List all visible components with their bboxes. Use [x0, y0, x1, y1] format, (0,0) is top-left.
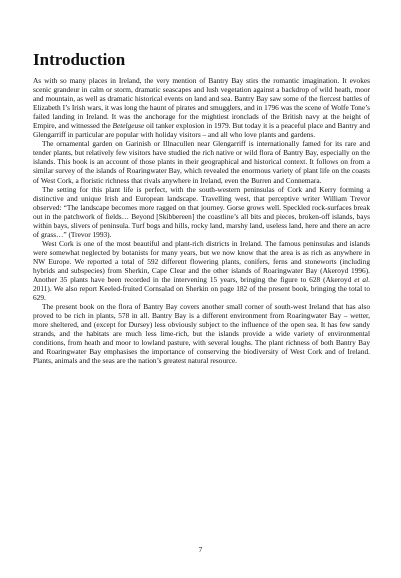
paragraph — [33, 302, 370, 365]
page-title: Introduction — [33, 50, 126, 69]
paragraph — [33, 76, 370, 139]
text-run: The setting for this plant life is perfect, with the south-western peninsulas of Cork and Kerry forming a distinctive and unique Irish and European landscape. Travelling west, that perceptive writer William Trevor observed: “The landscape becomes more ragged on that journey. Gorse grows well. Speckled rock-surfaces break out in the patchwork of fields… Beyond [Skibbereen] the coastline’s all bits and pieces, broken-off islands, bays within bays, slivers of peninsula. Turf bogs and hills, rocky land, marshy land, useless land, here and there an acre of grass…” (Trevor 1993). — [33, 184, 370, 239]
body-text — [33, 76, 370, 366]
paragraph — [33, 239, 370, 302]
text-run: As with so many places in Ireland, the very mention of Bantry Bay stirs the romantic imagination. It evokes scenic grandeur in calm or storm, dramatic seascapes and lush vegetation against a backdrop of wild heath, moor and mountain, as well as dramatic historical events on land and sea. Bantry Bay saw some of the fiercest battles of Elizabeth I’s Irish wars, it was long the haunt of pirates and smugglers, and in 1796 was the scene of Wolfe Tone’s failed landing in Ireland. It was the anchorage for the mightiest ironclads of the British navy at the height of Empire, and witnessed the — [33, 76, 370, 131]
page-content — [33, 50, 370, 366]
text-run: West Cork is one of the most beautiful and plant-rich districts in Ireland. The famous peninsulas and islands were somewhat neglected by botanists for many years, but we now know that the area is as rich as anywhere in NW Europe. We reported a total of 592 different flowering plants, conifers, ferns and stoneworts (including hybrids and subspecies) from Sherkin, Cape Clear and the other islands of Roaringwater Bay (Akeroyd 1996). Another 35 plants have been recorded in the intervening 15 years, bringing the figure to 628 (Akeroyd — [33, 238, 370, 285]
paragraph — [33, 139, 370, 184]
italic-text: et al — [354, 275, 369, 285]
text-run: The ornamental garden on Garinish or Illnacullen near Glengarriff is internationally famed for its rare and tender plants, but relatively few visitors have studied the rich native or wild flora of Bantry Bay, especially on the islands. This book is an account of those plants in their geographical and historical context. It follows on from a similar survey of the islands of Roaringwater Bay, which revealed the enormous variety of plant life on the coasts of West Cork, a floristic richness that rivals anywhere in Ireland, even the Burren and Connemara. — [33, 139, 370, 185]
text-run: oil tanker explosion in 1979. But today it is a peaceful place and Bantry and Glengarriff in particular are popular with holiday visitors – and all who love plants and gardens. — [33, 121, 370, 140]
text-run: . 2011). We also report Keeled-fruited Cornsalad on Sherkin on page 182 of the present book, bringing the total to 629. — [33, 275, 370, 303]
page-number: 7 — [198, 545, 203, 554]
italic-text: Betelgeuse — [112, 121, 145, 131]
text-run: The present book on the flora of Bantry Bay covers another small corner of south-west Ireland that has also proved to be rich in plants, 578 in all. Bantry Bay is a different environment from Roaringwater Bay – wetter, more sheltered, and (except for Dursey) less obviously subject to the influence of the open sea. It has few sandy strands, and the habitats are much less lime-rich, but the islands provide a wide variety of environmental conditions, from heath and moor to lowland pasture, with several loughs. The plant richness of both Bantry Bay and Roaringwater Bay emphasises the importance of conserving the biodiversity of West Cork and of Ireland. Plants, animals and the seas are the nation’s greatest natural resource. — [33, 302, 370, 366]
paragraph — [33, 185, 370, 239]
